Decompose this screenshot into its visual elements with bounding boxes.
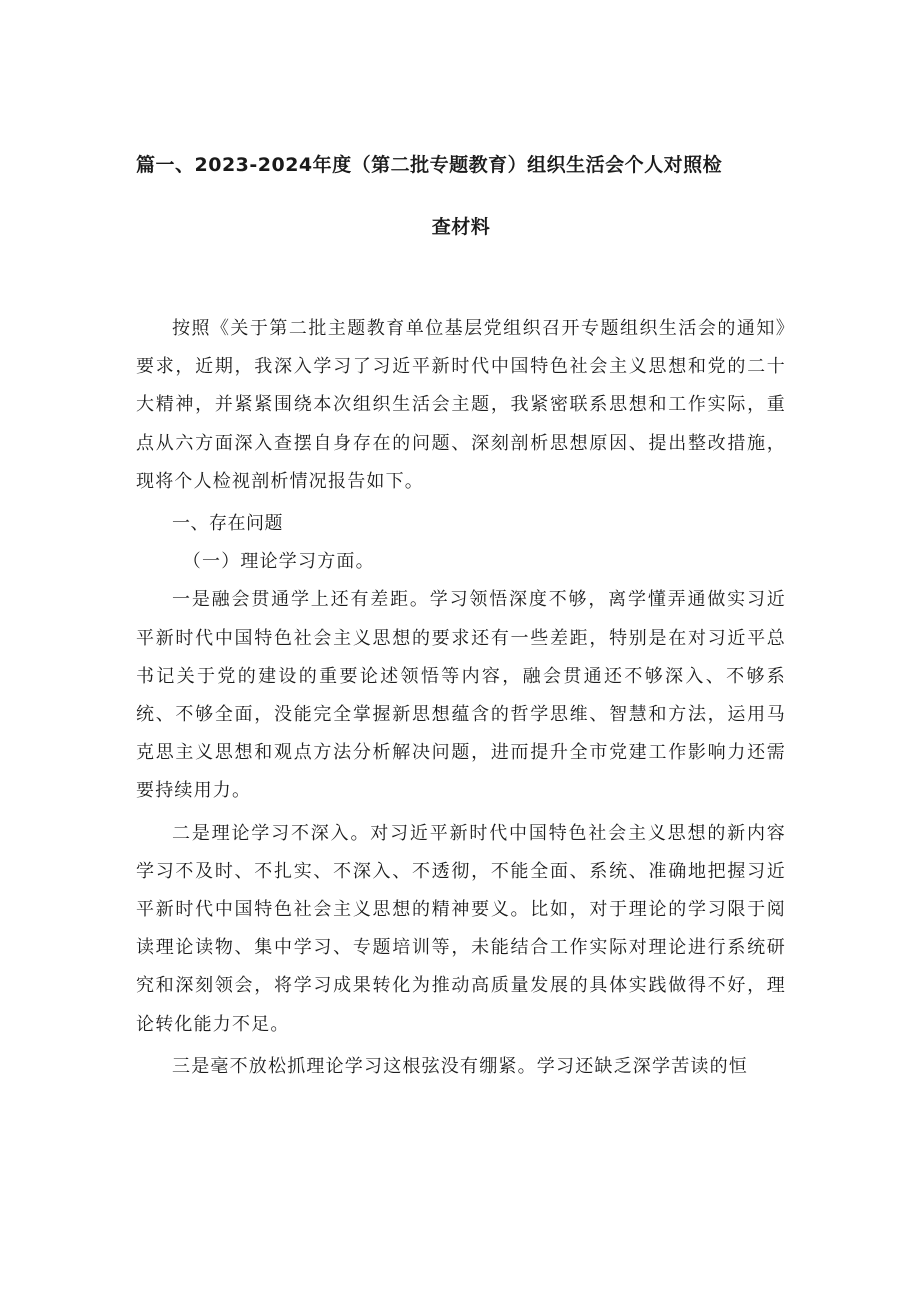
document-body — [136, 310, 786, 1086]
paragraph-point-three: 三是毫不放松抓理论学习这根弦没有绷紧。学习还缺乏深学苦读的恒 — [172, 1055, 748, 1077]
intro-paragraph: 按照《关于第二批主题教育单位基层党组织召开专题组织生活会的通知》要求，近期，我深入学习了习近平新时代中国特色社会主义思想和党的二十大精神，并紧紧围绕本次组织生活会主题，我紧密联系思想和工作实际，重点从六方面深入查摆自身存在的问题、深刻剖析思想原因、提出整改措施，现将个人检视剖析情况报告如下。 — [136, 318, 786, 492]
paragraph-point-one: 一是融会贯通学上还有差距。学习领悟深度不够，离学懂弄通做实习近平新时代中国特色社会主义思想的要求还有一些差距，特别是在对习近平总书记关于党的建设的重要论述领悟等内容，融会贯通还不够深入、不够系统、不够全面，没能完全掌握新思想蕴含的哲学思维、智慧和方法，运用马克思主义思想和观点方法分析解决问题，进而提升全市党建工作影响力还需要持续用力。 — [136, 589, 786, 802]
section-heading-problems: 一、存在问题 — [172, 513, 283, 535]
paragraph-point-two: 二是理论学习不深入。对习近平新时代中国特色社会主义思想的新内容学习不及时、不扎实、不深入、不透彻，不能全面、系统、准确地把握习近平新时代中国特色社会主义思想的精神要义。比如，对于理论的学习限于阅读理论读物、集中学习、专题培训等，未能结合工作实际对理论进行系统研究和深刻领会，将学习成果转化为推动高质量发展的具体实践做得不好，理论转化能力不足。 — [136, 822, 786, 1035]
document-title-line-2: 查材料 — [431, 216, 491, 238]
document-title-line-1: 篇一、2023-2024年度（第二批专题教育）组织生活会个人对照检 — [136, 154, 723, 176]
subsection-heading-theory: （一）理论学习方面。 — [182, 551, 375, 573]
